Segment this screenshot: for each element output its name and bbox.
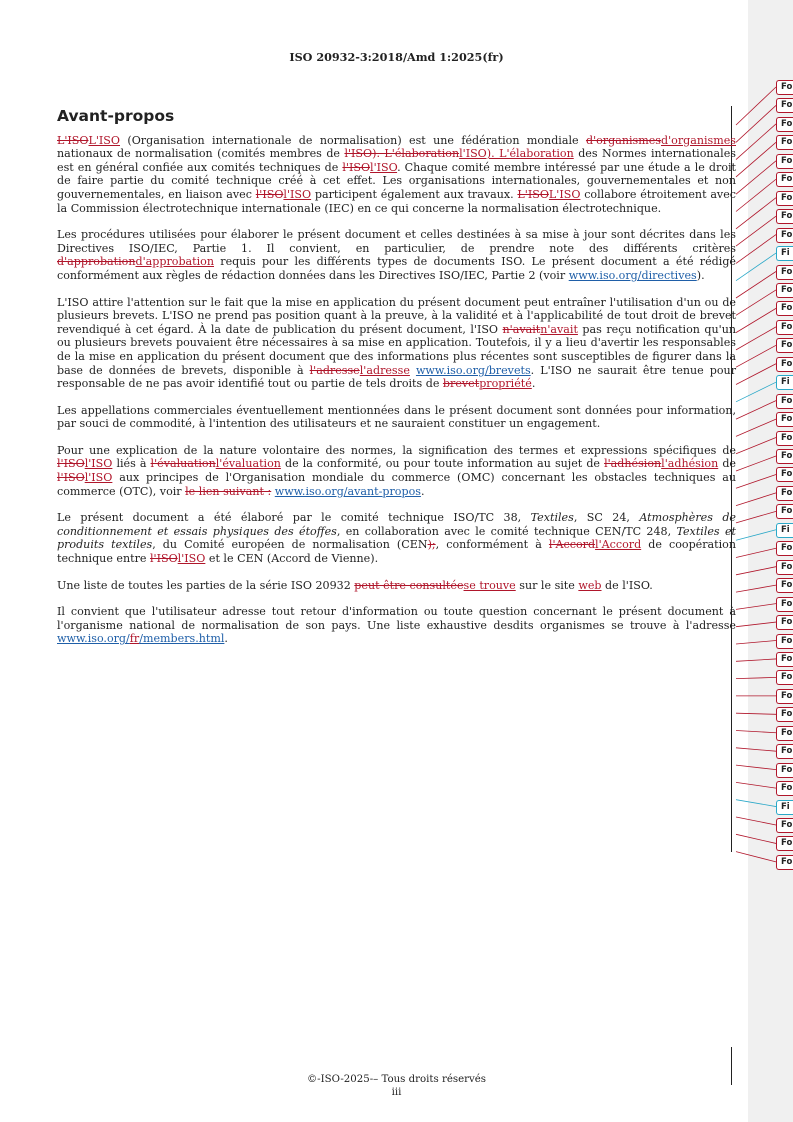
comment-balloon[interactable]: Fo: [776, 283, 793, 298]
copyright-notice: ©-ISO-2025-– Tous droits réservés: [306, 1074, 487, 1085]
comment-balloon[interactable]: Fo: [776, 265, 793, 280]
paragraph-1: L'ISOL'ISO (Organisation internationale de normalisation) est une fédération mondiale d'organismesd'organismes nationaux de normalisation (comités membres de l'ISO). L'élaborationl'ISO). L'élaboration des Normes internationales est en général confiée aux comités techniques de l'ISOl'ISO. Chaque comité membre intéressé par une étude a le droit de faire partie du comité technique créé à cet effet. Les organisations internationales, gouvernementales et non gouvernementales, en liaison avec l'ISOl'ISO participent également aux travaux. L'ISOL'ISO collabore étroitement avec la Commission électrotechnique internationale (IEC) en ce qui concerne la normalisation électrotechnique.: [57, 133, 737, 215]
directives-link[interactable]: www.iso.org/directives: [568, 268, 697, 282]
comment-balloon[interactable]: Fo: [776, 615, 793, 630]
comment-balloon[interactable]: Fo: [776, 228, 793, 243]
comment-balloon[interactable]: Fo: [776, 541, 793, 556]
document-body: [57, 107, 737, 659]
members-link[interactable]: www.iso.org/fr/members.html: [57, 632, 225, 646]
brevets-link[interactable]: www.iso.org/brevets: [415, 363, 531, 377]
comment-balloon[interactable]: Fo: [776, 763, 793, 778]
paragraph-5: Pour une explication de la nature volontaire des normes, la signification des termes et expressions spécifiques de l'ISOl'ISO liés à l'évaluationl'évaluation de la conformité, ou pour toute information au sujet de l'adhésionl'adhésion de l'ISOl'ISO aux principes de l'Organisation mondiale du commerce (OMC) concernant les obstacles techniques au commerce (OTC), voir le lien suivant : www.iso.org/avant-propos.: [57, 443, 736, 498]
paragraph-3: L'ISO attire l'attention sur le fait que la mise en application du présent document peut entraîner l'utilisation d'un ou de plusieurs brevets. L'ISO ne prend pas position quant à la preuve, à la validité et à l'applicabilité de tout droit de brevet revendiqué à cet égard. À la date de publication du présent document, l'ISO n'avaitn'avait pas reçu notification qu'un ou plusieurs brevets pouvaient être nécessaires à sa mise en application. Toutefois, il y a lieu d'avertir les responsables de la mise en application du présent document que des informations plus récentes sont susceptibles de figurer dans la base de données de brevets, disponible à l'adressel'adresse www.iso.org/brevets. L'ISO ne saurait être tenue pour responsable de ne pas avoir identifié tout ou partie de tels droits de brevetpropriété.: [57, 295, 737, 391]
comment-balloon[interactable]: Fo: [776, 467, 793, 482]
comment-balloon[interactable]: Fi: [776, 375, 793, 390]
comment-balloon[interactable]: Fo: [776, 357, 793, 372]
comment-balloon[interactable]: Fo: [776, 320, 793, 335]
page-number: iii: [391, 1087, 402, 1098]
page-footer: [0, 1073, 793, 1099]
comment-balloon[interactable]: Fo: [776, 726, 793, 741]
comment-balloon[interactable]: Fi: [776, 246, 793, 261]
comment-balloon[interactable]: Fo: [776, 172, 793, 187]
comment-balloon[interactable]: Fo: [776, 135, 793, 150]
comment-balloon[interactable]: Fo: [776, 744, 793, 759]
comment-balloon[interactable]: Fo: [776, 689, 793, 704]
comment-balloon[interactable]: Fi: [776, 523, 793, 538]
paragraph-4: Les appellations commerciales éventuellement mentionnées dans le présent document sont données pour information, par souci de commodité, à l'intention des utilisateurs et ne sauraient constituer un engagement.: [57, 403, 736, 431]
comment-balloon[interactable]: Fo: [776, 191, 793, 206]
comment-balloon[interactable]: Fo: [776, 855, 793, 870]
comment-balloon[interactable]: Fo: [776, 431, 793, 446]
comment-balloon[interactable]: Fo: [776, 504, 793, 519]
paragraph-8: Il convient que l'utilisateur adresse tout retour d'information ou toute question concernant le présent document à l'organisme national de normalisation de son pays. Une liste exhaustive desdits organismes se trouve à l'adresse www.iso.org/fr/members.html.: [57, 605, 736, 646]
page-header: ISO 20932-3:2018/Amd 1:2025(fr): [289, 50, 504, 64]
comment-balloon[interactable]: Fo: [776, 560, 793, 575]
avant-propos-link[interactable]: www.iso.org/avant-propos: [274, 484, 421, 498]
comment-balloon[interactable]: Fo: [776, 449, 793, 464]
paragraph-7: Une liste de toutes les parties de la série ISO 20932 peut être consultéese trouve sur le site web de l'ISO.: [57, 578, 653, 592]
comment-balloon[interactable]: Fo: [776, 98, 793, 113]
comment-balloon[interactable]: Fo: [776, 154, 793, 169]
comment-balloon[interactable]: Fo: [776, 394, 793, 409]
paragraph-2: Les procédures utilisées pour élaborer le présent document et celles destinées à sa mise à jour sont décrites dans les Directives ISO/IEC, Partie 1. Il convient, en particulier, de prendre note des différents critères d'approbationd'approbation requis pour les différents types de documents ISO. Le présent document a été rédigé conformément aux règles de rédaction données dans les Directives ISO/IEC, Partie 2 (voir www.iso.org/directives).: [57, 228, 736, 282]
comment-balloon[interactable]: Fo: [776, 80, 793, 95]
comment-balloon[interactable]: Fo: [776, 597, 793, 612]
section-heading: Avant-propos: [57, 107, 175, 125]
comment-balloon[interactable]: Fo: [776, 670, 793, 685]
comment-balloon[interactable]: Fo: [776, 209, 793, 224]
comment-balloon[interactable]: Fo: [776, 818, 793, 833]
comment-balloon[interactable]: Fo: [776, 578, 793, 593]
paragraph-6: Le présent document a été élaboré par le comité technique ISO/TC 38, Textiles, SC 24, Atmosphères de conditionnement et essais physiques des étoffes, en collaboration avec le comité technique CEN/TC 248, Textiles et produits textiles, du Comité européen de normalisation (CEN);, conformément à l'Accordl'Accord de coopération technique entre l'ISOl'ISO et le CEN (Accord de Vienne).: [57, 511, 736, 566]
comment-balloon[interactable]: Fo: [776, 634, 793, 649]
comment-balloon[interactable]: Fo: [776, 486, 793, 501]
comment-balloon[interactable]: Fo: [776, 707, 793, 722]
comment-balloon[interactable]: Fo: [776, 836, 793, 851]
comment-balloon[interactable]: Fo: [776, 781, 793, 796]
comment-balloon[interactable]: Fo: [776, 117, 793, 132]
comment-balloon[interactable]: Fo: [776, 412, 793, 427]
comment-balloon[interactable]: Fi: [776, 800, 793, 815]
comment-balloon[interactable]: Fo: [776, 301, 793, 316]
comment-balloon[interactable]: Fo: [776, 652, 793, 667]
comment-balloon[interactable]: Fo: [776, 338, 793, 353]
